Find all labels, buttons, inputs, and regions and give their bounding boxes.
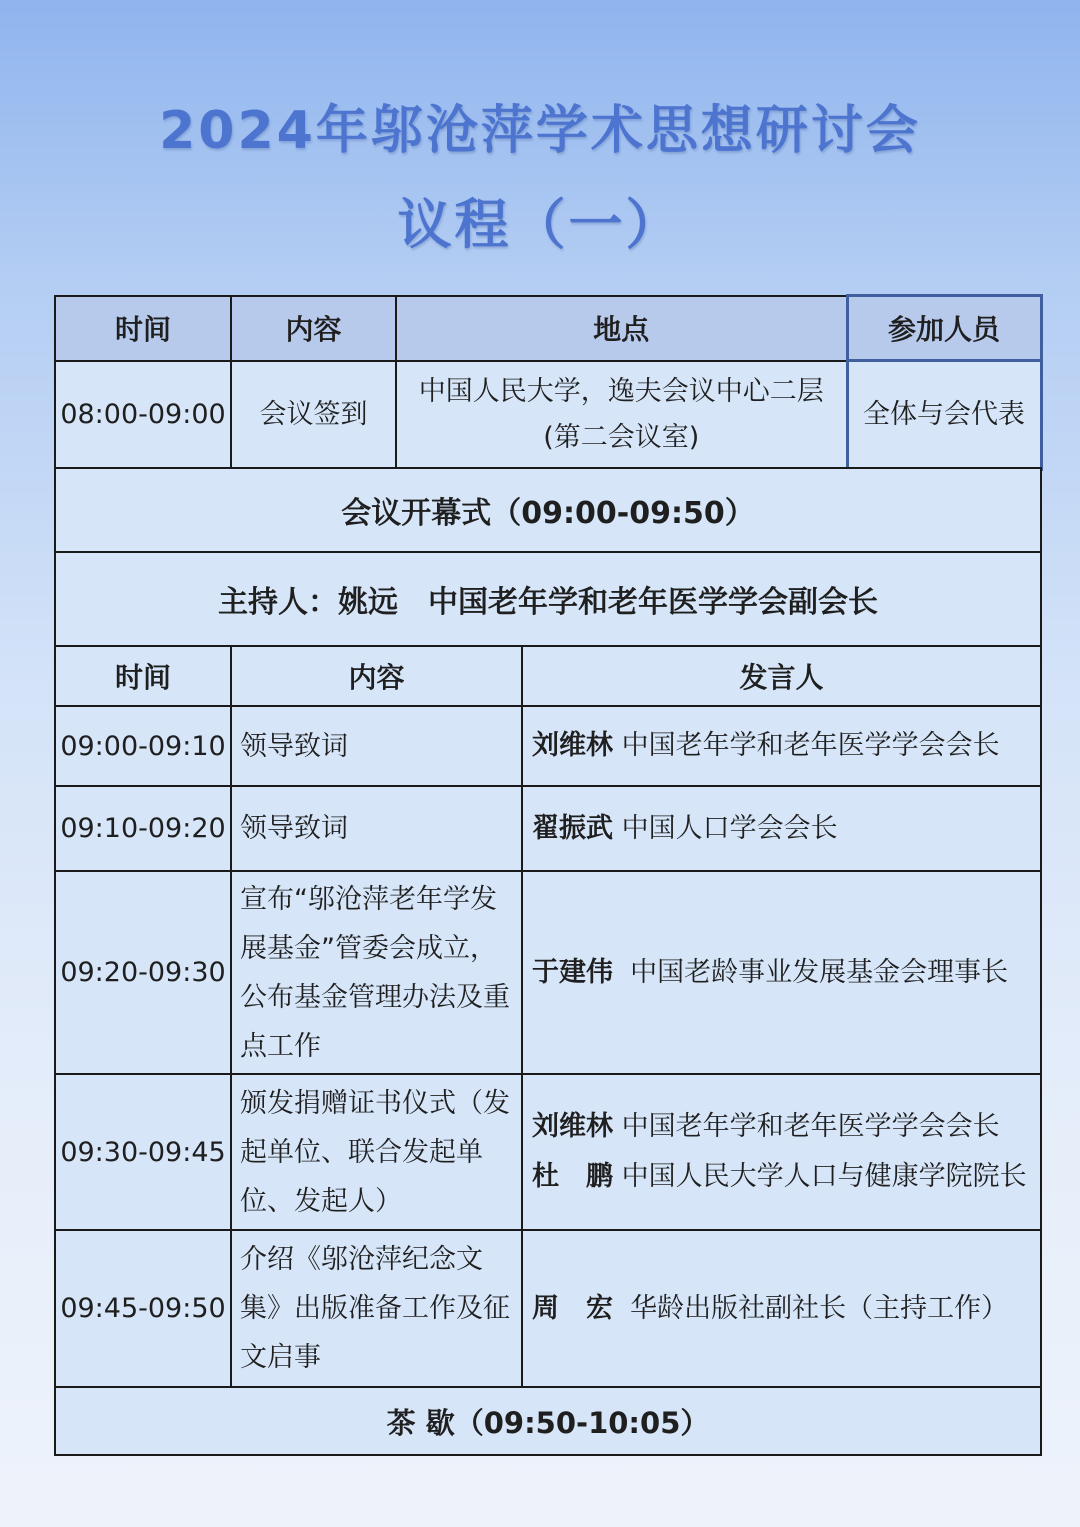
speaker xyxy=(532,1284,1040,1334)
row-speaker xyxy=(522,871,1041,1074)
speaker-name: 刘维林 xyxy=(532,1111,613,1142)
speaker xyxy=(532,1102,1040,1152)
row-time: 09:30-09:45 xyxy=(55,1074,231,1230)
host-line: 主持人：姚远 中国老年学和老年医学学会副会长 xyxy=(55,552,1041,646)
schedule-row xyxy=(55,1074,1041,1230)
sign-in-row xyxy=(55,361,1041,470)
row-time: 09:45-09:50 xyxy=(55,1230,231,1387)
opening-title: 会议开幕式（09:00-09:50） xyxy=(55,468,1041,552)
speaker-title: 中国老年学和老年医学学会会长 xyxy=(621,730,1000,761)
location-line-1: 中国人民大学，逸夫会议中心二层 xyxy=(418,376,824,407)
speaker-title: 中国老年学和老年医学学会会长 xyxy=(621,1111,1000,1142)
header-attendees: 参加人员 xyxy=(847,296,1041,361)
row-time: 09:20-09:30 xyxy=(55,871,231,1074)
speaker-name: 于建伟 xyxy=(532,956,613,988)
schedule-row xyxy=(55,871,1041,1074)
row-content: 颁发捐赠证书仪式（发起单位、联合发起单位、发起人） xyxy=(231,1074,522,1230)
tea-break: 茶 歇（09:50-10:05） xyxy=(55,1387,1041,1455)
sign-in-table xyxy=(54,294,1043,471)
row-speaker xyxy=(522,786,1041,871)
schedule-row xyxy=(55,786,1041,871)
page-subtitle: 议程（一） xyxy=(397,193,683,256)
row-content: 宣布“邬沧萍老年学发展基金”管委会成立，公布基金管理办法及重点工作 xyxy=(231,871,522,1074)
row-time: 09:00-09:10 xyxy=(55,706,231,786)
speaker-title: 中国人口学会会长 xyxy=(621,812,838,844)
row-content: 介绍《邬沧萍纪念文集》出版准备工作及征文启事 xyxy=(231,1230,522,1387)
row-speaker xyxy=(522,706,1041,786)
header-location: 地点 xyxy=(396,296,847,361)
speaker xyxy=(532,804,1040,854)
schedule-header-content: 内容 xyxy=(231,646,522,706)
schedule-row xyxy=(55,1230,1041,1387)
header-time: 时间 xyxy=(55,296,231,361)
speaker-name: 翟振武 xyxy=(532,812,613,844)
host-banner-row xyxy=(55,552,1041,646)
speaker-title: 华龄出版社副社长（主持工作） xyxy=(630,1292,1009,1324)
speaker xyxy=(532,948,1040,998)
header-content: 内容 xyxy=(231,296,396,361)
row-time: 09:10-09:20 xyxy=(55,786,231,871)
speaker-name: 刘维林 xyxy=(532,730,613,761)
row-speaker xyxy=(522,1074,1041,1230)
row-content: 领导致词 xyxy=(231,706,522,786)
speaker-title: 中国老龄事业发展基金会理事长 xyxy=(630,956,1009,988)
location-line-2: (第二会议室) xyxy=(543,422,700,453)
sign-in-location xyxy=(396,361,847,470)
speaker-title: 中国人民大学人口与健康学院院长 xyxy=(621,1161,1027,1192)
row-content: 领导致词 xyxy=(231,786,522,871)
speaker xyxy=(532,1152,1040,1202)
speaker xyxy=(532,721,1040,771)
schedule-header-speaker: 发言人 xyxy=(522,646,1041,706)
sign-in-content: 会议签到 xyxy=(231,361,396,470)
opening-banner-row xyxy=(55,468,1041,552)
sign-in-attendees: 全体与会代表 xyxy=(847,361,1041,470)
sign-in-header-row xyxy=(55,296,1041,361)
schedule-header-row xyxy=(55,646,1041,706)
tea-break-row xyxy=(55,1387,1041,1455)
speaker-name: 周 宏 xyxy=(532,1292,613,1324)
row-speaker xyxy=(522,1230,1041,1387)
schedule-table xyxy=(54,467,1042,1456)
schedule-header-time: 时间 xyxy=(55,646,231,706)
schedule-row xyxy=(55,706,1041,786)
speaker-name: 杜 鹏 xyxy=(532,1161,613,1192)
page-title: 2024年邬沧萍学术思想研讨会 xyxy=(159,101,921,161)
sign-in-time: 08:00-09:00 xyxy=(55,361,231,470)
